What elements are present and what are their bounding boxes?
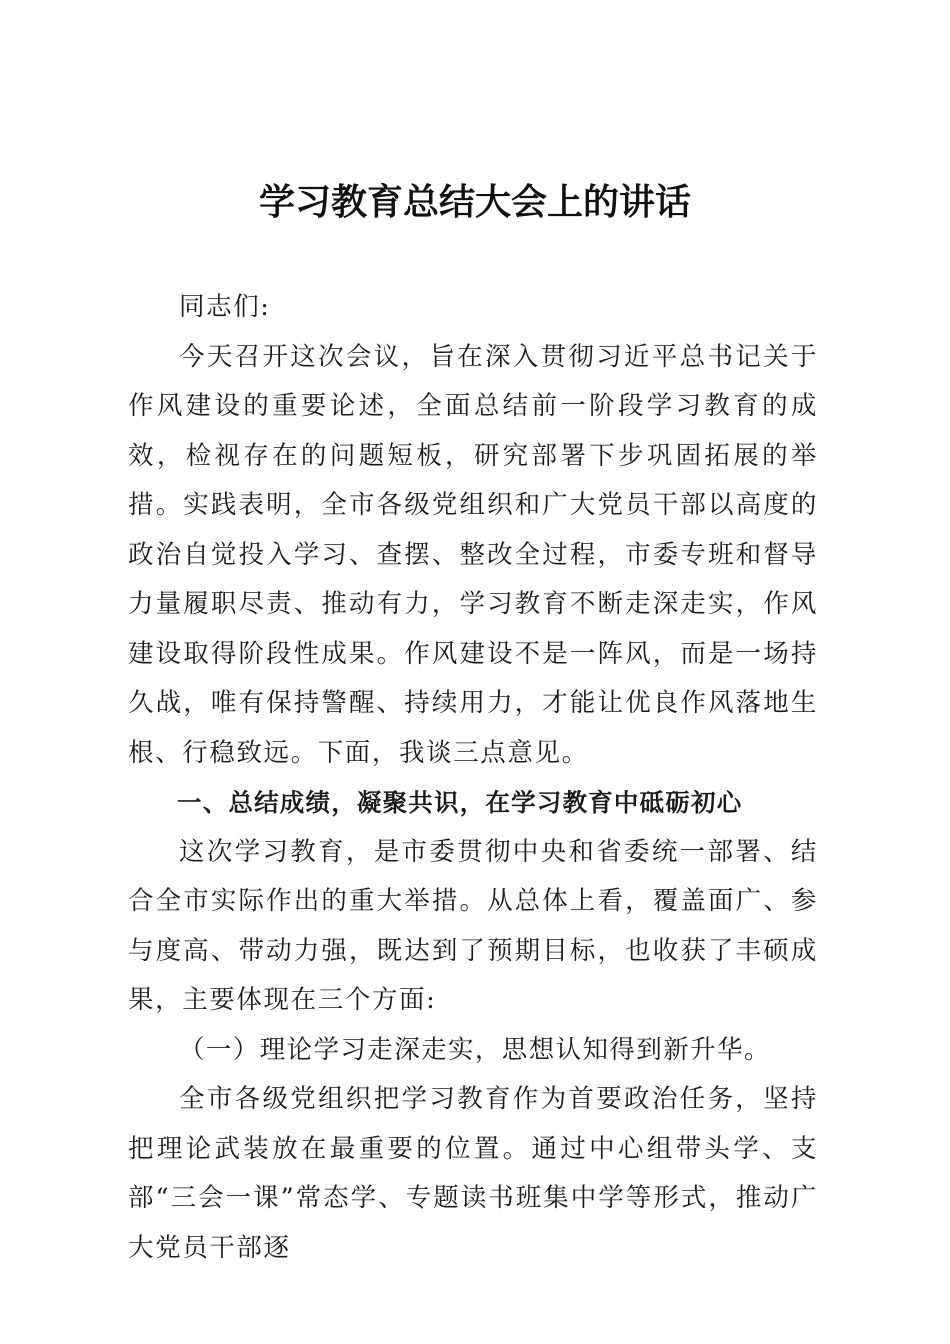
subsection-1-paragraph: 全市各级党组织把学习教育作为首要政治任务，坚持把理论武装放在最重要的位置。通过中心组带头学、支部“三会一课”常态学、专题读书班集中学等形式，推动广大党员干部逐 — [128, 1084, 818, 1263]
document-body — [128, 283, 818, 1273]
intro-paragraph: 今天召开这次会议，旨在深入贯彻习近平总书记关于作风建设的重要论述，全面总结前一阶段学习教育的成效，检视存在的问题短板，研究部署下步巩固拓展的举措。实践表明，全市各级党组织和广大党员干部以高度的政治自觉投入学习、查摆、整改全过程，市委专班和督导力量履职尽责、推动有力，学习教育不断走深走实，作风建设取得阶段性成果。作风建设不是一阵风，而是一场持久战，唯有保持警醒、持续用力，才能让优良作风落地生根、行稳致远。下面，我谈三点意见。 — [128, 341, 818, 768]
salutation: 同志们: — [179, 292, 271, 322]
document-title: 学习教育总结大会上的讲话 — [258, 181, 691, 223]
section-1-paragraph: 这次学习教育，是市委贯彻中央和省委统一部署、结合全市实际作出的重大举措。从总体上看，覆盖面广、参与度高、带动力强，既达到了预期目标，也收获了丰硕成果，主要体现在三个方面: — [128, 836, 818, 1015]
subsection-1-heading: （一）理论学习走深走实，思想认知得到新升华。 — [179, 1034, 771, 1065]
section-1-heading: 一、总结成绩，凝聚共识，在学习教育中砥砺初心 — [177, 788, 743, 817]
